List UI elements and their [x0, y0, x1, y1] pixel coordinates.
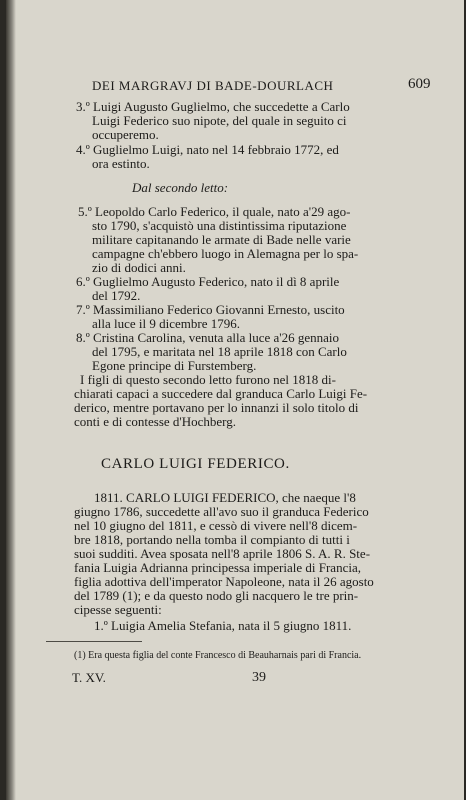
subheading: Dal secondo letto: [132, 180, 229, 195]
text-line: derico, mentre portavano per lo innanzi il solo titolo di [74, 400, 359, 415]
text-line: campagne ch'ebbero luogo in Alemagna per lo spa- [92, 246, 359, 261]
text-line: fania Luigia Adrianna principessa imperiale di Francia, [74, 560, 361, 575]
text-line: del 1792. [92, 288, 141, 303]
sheet-number: 39 [252, 670, 266, 685]
page-number: 609 [408, 76, 431, 92]
text-line: zio di dodici anni. [92, 260, 186, 275]
text-line: giugno 1786, succedette all'avo suo il granduca Federico [74, 504, 369, 519]
text-line: suoi sudditi. Avea sposata nell'8 aprile 1806 S. A. R. Ste- [74, 546, 371, 561]
text-line: 4.º Guglielmo Luigi, nato nel 14 febbraio 1772, ed [76, 142, 339, 157]
text-line: alla luce il 9 dicembre 1796. [92, 316, 241, 331]
text-line: conti e di contesse d'Hochberg. [74, 414, 237, 429]
text-line: cipesse seguenti: [74, 602, 162, 617]
text-line: militare capitanando le armate di Bade nelle varie [92, 232, 351, 247]
text-line: 7.º Massimiliano Federico Giovanni Ernesto, uscito [76, 302, 345, 317]
text-line: 5.º Leopoldo Carlo Federico, il quale, nato a'29 ago- [78, 204, 351, 219]
text-line: 1811. CARLO LUIGI FEDERICO, che naeque l'8 [94, 490, 356, 505]
signature-mark: T. XV. [72, 670, 106, 685]
text-line: 1.º Luigia Amelia Stefania, nata il 5 giugno 1811. [94, 618, 352, 633]
text-line: bre 1818, portando nella tomba il compianto di tutti i [74, 532, 350, 547]
running-title: DEI MARGRAVJ DI BADE-DOURLACH [92, 78, 334, 93]
footnote: (1) Era questa figlia del conte Francesco di Beauharnais pari di Francia. [74, 650, 362, 661]
text-line: del 1789 (1); e da questo nodo gli nacquero le tre prin- [74, 588, 359, 603]
text-line: nel 10 giugno del 1811, e cessò di vivere nell'8 dicem- [74, 518, 358, 533]
text-line: 6.º Guglielmo Augusto Federico, nato il dì 8 aprile [76, 274, 340, 289]
text-line: Luigi Federico suo nipote, del quale in seguito ci [92, 113, 347, 128]
text-line: ora estinto. [92, 156, 150, 171]
text-line: sto 1790, s'acquistò una distintissima riputazione [92, 218, 347, 233]
page-text [6, 0, 464, 800]
text-line: I figli di questo secondo letto furono nel 1818 di- [80, 372, 336, 387]
text-line: figlia adottiva dell'imperator Napoleone, nata il 26 agosto [74, 574, 374, 589]
text-line: occuperemo. [92, 127, 159, 142]
book-page [6, 0, 464, 800]
text-line: chiarati capaci a succedere dal granduca Carlo Luigi Fe- [74, 386, 368, 401]
text-line: del 1795, e maritata nel 18 aprile 1818 con Carlo [92, 344, 347, 359]
text-line: 3.º Luigi Augusto Guglielmo, che succedette a Carlo [76, 99, 350, 114]
section-heading: CARLO LUIGI FEDERICO. [101, 456, 290, 472]
footnote-rule [46, 641, 142, 642]
text-line: Egone principe di Furstemberg. [92, 358, 257, 373]
text-line: 8.º Cristina Carolina, venuta alla luce a'26 gennaio [76, 330, 340, 345]
